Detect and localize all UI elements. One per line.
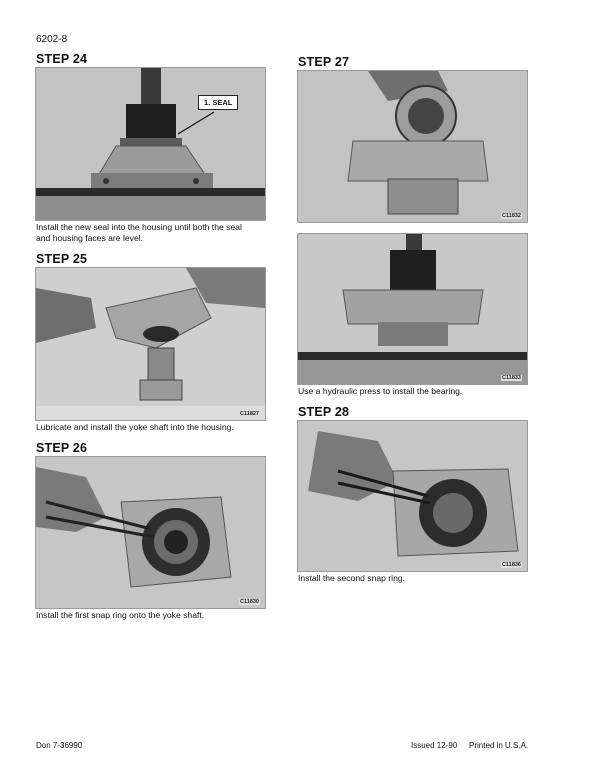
step-28-figure-code: C11836 (502, 562, 521, 568)
step-28-photo (297, 420, 528, 572)
step-25-caption: Lubricate and install the yoke shaft into the housing. (36, 422, 234, 432)
footer-issued: Issued 12-90 (411, 741, 458, 750)
step-24-title: STEP 24 (36, 52, 88, 66)
step-24-photo (35, 67, 266, 221)
footer-document-number: Don 7-36990 (36, 741, 83, 750)
step-28-caption: Install the second snap ring. (298, 573, 406, 583)
press-photo (297, 233, 528, 385)
step-27-figure-code: C11832 (502, 213, 521, 219)
press-figure-code: C11833 (502, 375, 521, 381)
footer-printed: Printed in U.S.A. (469, 741, 529, 750)
step-25-title: STEP 25 (36, 252, 88, 266)
seal-callout: 1. SEAL (198, 95, 238, 110)
step-24-caption-1: Install the new seal into the housing until both the seal (36, 222, 242, 232)
step-27-title: STEP 27 (298, 55, 350, 69)
step-28-title: STEP 28 (298, 405, 350, 419)
step-26-figure-code: C11830 (240, 599, 259, 605)
step-26-caption: Install the first snap ring onto the yoke shaft. (36, 610, 205, 620)
page-number: 6202-8 (36, 34, 68, 45)
step-24-caption-2: and housing faces are level. (36, 233, 144, 243)
step-25-photo (35, 267, 266, 421)
step-25-figure-code: C11827 (240, 411, 259, 417)
step-26-title: STEP 26 (36, 441, 88, 455)
press-caption: Use a hydraulic press to install the bearing. (298, 386, 463, 396)
step-27-photo (297, 70, 528, 223)
step-26-photo (35, 456, 266, 609)
